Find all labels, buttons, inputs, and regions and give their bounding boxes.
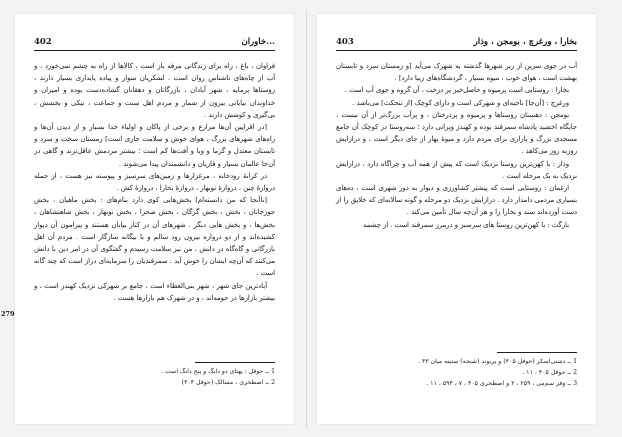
right-paragraph-6: ارغمان : روستایی است که پیشتر کشاورزی و دیوار به دور شهری است ، ده‌های بسیاری مردمی دامدار دارد . درازایش نزدیک دو مرحله و گونه سالانه‌ای که خلایق را از دست آورده‌اند سند و بخارا را و هر آن‌چه سال تأمین می‌کند . xyxy=(336,184,577,217)
right-running-head xyxy=(336,36,577,51)
left-footnote-rule xyxy=(195,362,275,363)
left-running-title: ...خاوران xyxy=(241,37,275,47)
right-footnote-rule xyxy=(497,352,577,353)
right-paragraph-1: آب در جوی سرین از زیر شهرها گذشته به شهرک می‌آید [و زمستان سرد و تابستان بهشت است ، هوای خوب ، میوه بسیار ، گردشگاه‌های زیبا دارد] . xyxy=(336,62,577,83)
right-paragraph-4: بومجن : دهستان روستاها و پرمیوه و پردرختان ، و پرآب بزرگ‌تر از آن نیست ، جایگاه اخشید پادشاه سمرقند بوده و کهندژ ویرانی دارد ؛ سه‌روستا در کوچک آن جامع مسجدی بزرگ و بازاری برای مردم دارد و میوهٔ بهار از جای دیگر است ، و درازایش روزبه روز می‌کاهد . xyxy=(336,110,577,156)
right-running-title: بخارا ، ورغرچ ، بومجن ، وذار xyxy=(473,37,577,47)
left-paragraph-2: [در اقرایین آن‌ها مزارع و برخی از پاکان و اولیاء خدا بسیار و از دیدن آن‌ها و راه‌های شهرهای بزرگ ، هوای خوش و سلامت جاری است] زمستان سخت و سرد و تابستان معتدل و گرما و وبا و آفت‌ها کم است ؛ بیشتر مردمش عاقل‌ترند و گاهی در آن‌جا عالمان بسیار و قاریان و دانشمندان پیدا می‌شوند . xyxy=(34,123,275,168)
left-side-number: 279 xyxy=(1,310,15,318)
left-body-text xyxy=(34,60,275,304)
left-paragraph-4: [ناآنجا که من دانسته‌ام] بخش‌هایی کوی دارد بنام‌های : بخش ماهیان ، بخش جوزجانان ، بخش ، بخش گرگان ، بخش صحرا ، بخش نوبهار ، بخش شاهنشاهان ، بخش‌ها ، و بخش هایی دیگر . شهرهای آن در کنار بیابان هستند و پیرامون آن دیوار کشیده‌اند و از دو دروازه بیرون رود سالم و با بیگانه سازگار است . مردم آن اهل بازرگانی و گاه‌گاه در دانش ، من نیز سلامت رسیدم و گفتگوی آن در امر دین با دانش می‌کنند که آن‌چه ایشان را خوش آید . سمرقندیان را سرمایه‌ای دراز است که چند گانه است . xyxy=(34,196,275,278)
right-footnote-1: 1 ــ دشتی‌اسکر (حوقل ۴۰۵) و پریوند (شنجه) ستینه میان ۳۳ . xyxy=(418,358,577,365)
book-spine xyxy=(306,10,307,428)
left-running-head xyxy=(34,36,275,51)
right-paragraph-5: وذار : با کهن‌ترین روستا نزدیک است که پیش از همه آب و چراگاه دارد ، درازایش نزدیک به یک مرحله است . xyxy=(336,159,577,180)
left-paragraph-1: فراوان ، باغ ، راه برای زندگانی مرفه باز است ، کالاها از راه به چشم نمی‌خورد ، و آب از چاه‌های ناشناس روان است . لشکریان سوار و پیاده پایداری بسیار دارند ، روستاها پرمایه ، شهر آبادان ، بازرگانان و دهقانان گشاده‌دست بوده و امیران و خداوندان بیابانی بیرون از شمار و مردم اهل سنت و جماعت ، نیکی و بخشش ، بی‌گیری و کوشش دارند . xyxy=(34,62,275,119)
left-paragraph-5: آبادترین جای شهر ، شهر بنی‌العطاء است ، جامع بر شهرکی نزدیک کهندز است ، و بیشتر بازارها در حومه‌اند ، و در شهرک هم بازارها هست . xyxy=(34,281,275,302)
left-footnotes xyxy=(34,362,275,388)
left-paragraph-3: در کرانهٔ رودخانه ، مرغزارها و زمین‌های سرسبز و پیوسته نیز هست ، از جمله دروازهٔ چین ، دروازهٔ نوبهار ، دروازهٔ بخارا ، دروازهٔ کش . xyxy=(34,171,275,193)
left-footnote-1: 1 ــ حوقل : پهنای دو دانگ و پنج دانگ است . xyxy=(161,368,275,375)
right-footnote-3: 3 ــ وفر سم‌می ، ۲۵۹ ، ۲ و اصطخری ۳۰۵ ، ۷ ، ۵۹۴ ، ۱۱ . xyxy=(426,380,577,387)
left-page-number: 402 xyxy=(34,37,52,47)
left-footnote-2: 2 ــ اصطخری ، مسالک (حوقل ۴۰۴) xyxy=(181,379,275,386)
right-footnotes xyxy=(336,352,577,389)
right-paragraph-2: بخارا : روستایی است پرمیوه و حاصل‌خیز پر درخت ، آن گروه و جوی آب است . xyxy=(344,86,569,95)
right-body-text xyxy=(336,60,577,231)
left-page xyxy=(1,14,294,424)
right-paragraph-3: ورغرچ : [آن‌جا] ناحیه‌ای و شهرکی است و دارای کوچک [از تنجکث] می‌باشد . xyxy=(352,98,569,107)
right-page xyxy=(317,14,596,424)
right-page-number: 403 xyxy=(336,37,354,47)
right-footnote-2: 2 ــ حوقل ۴۰۵ ، ۱۱ . xyxy=(522,369,577,376)
right-paragraph-7: بارگث : با کهن‌ترین روستا های سرسبز و درمرز سمرقند است . از چشمه xyxy=(363,220,569,229)
